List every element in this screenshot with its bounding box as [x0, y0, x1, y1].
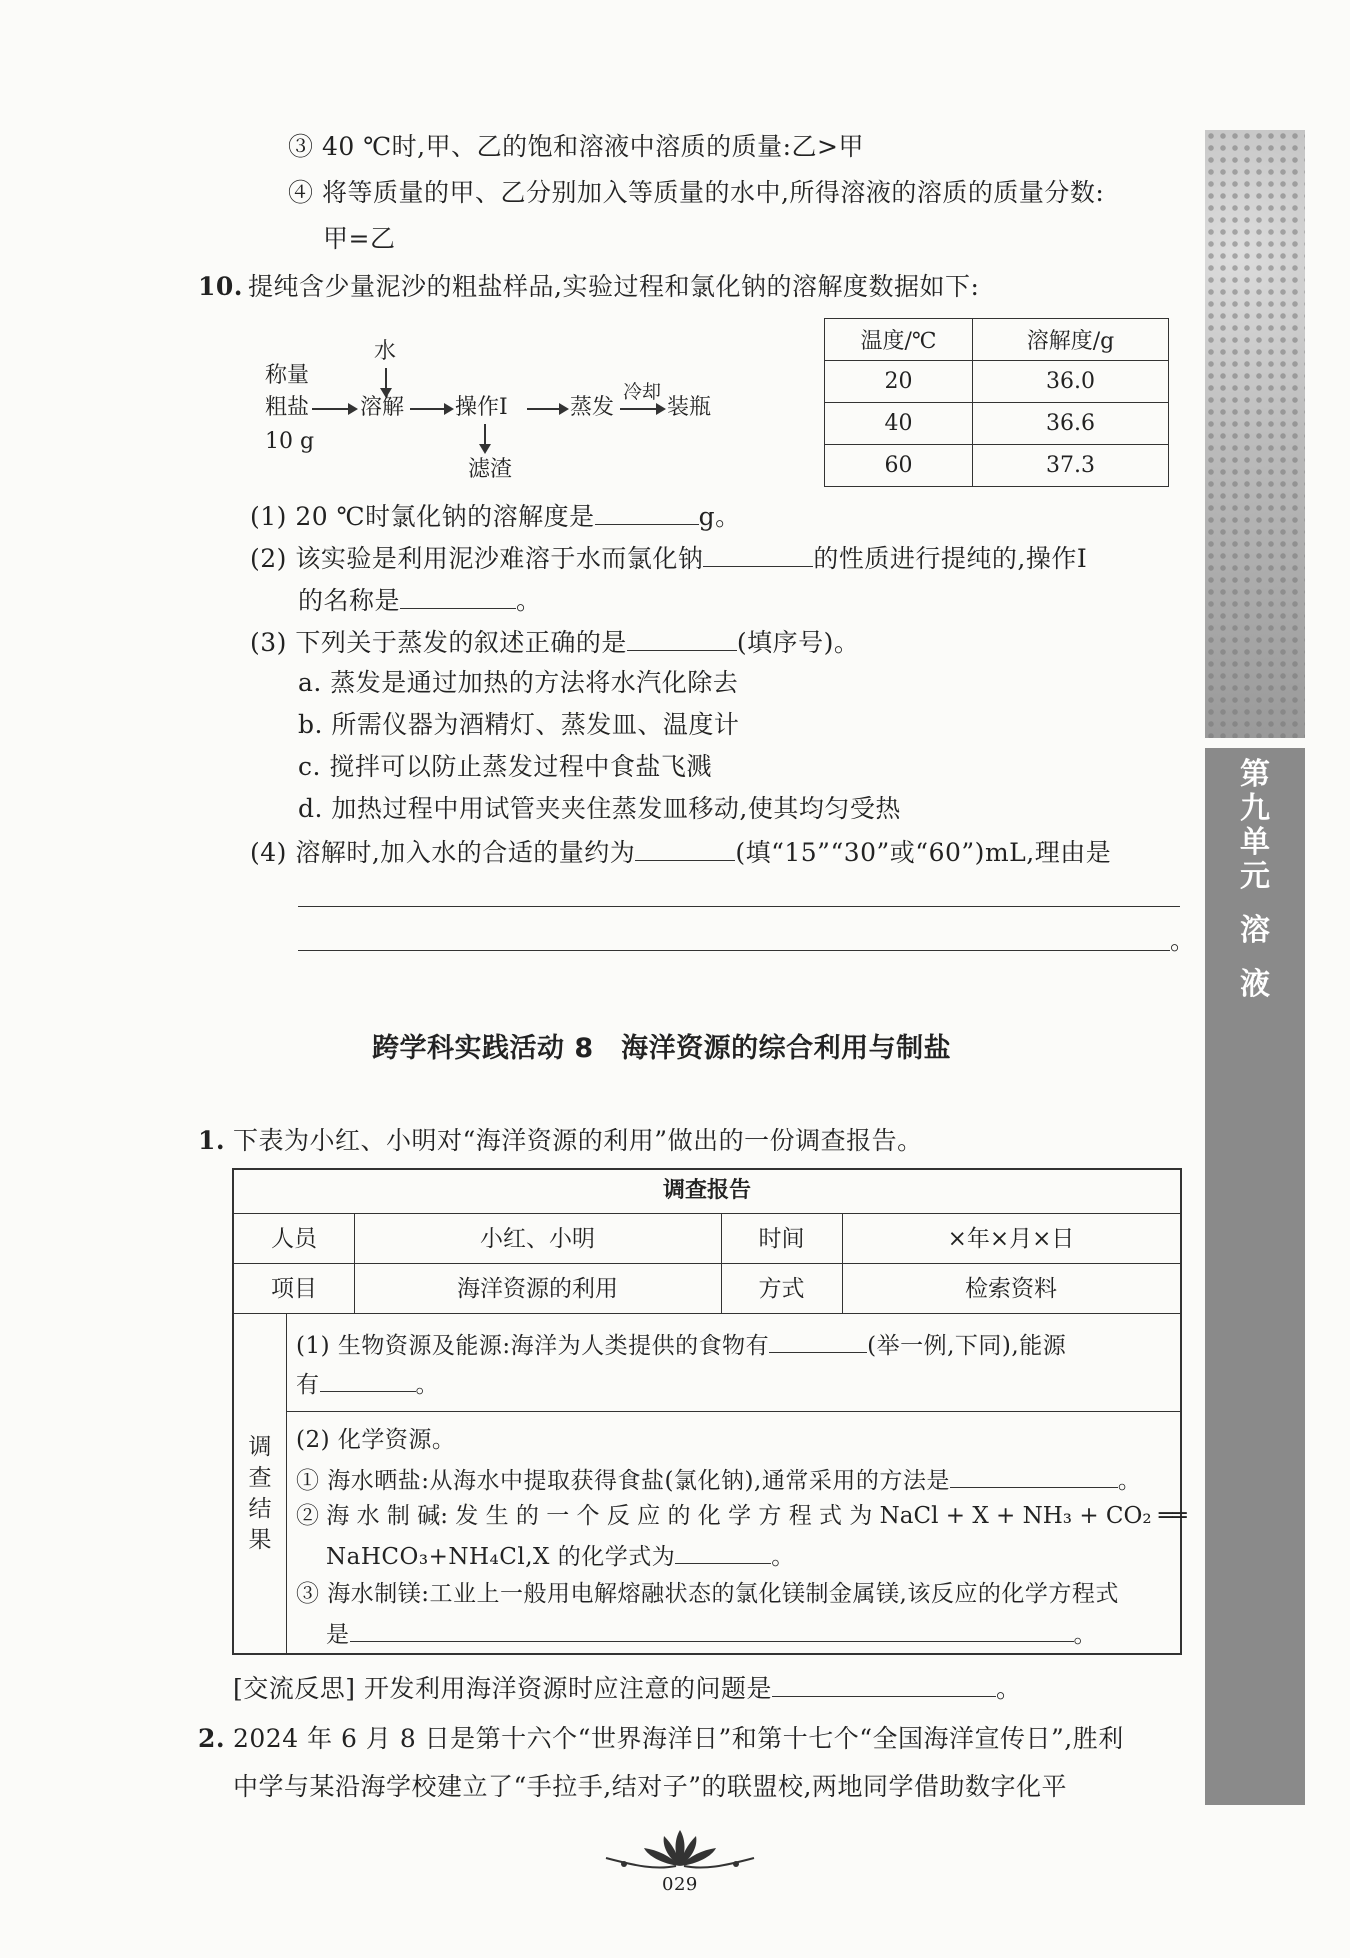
flow-mass: 10 g: [265, 429, 315, 454]
q10-number: 10.: [198, 272, 243, 301]
table-cell: 20: [825, 361, 973, 403]
survey-table: [232, 1168, 1187, 1655]
cell-method-label: 方式: [758, 1276, 805, 1302]
section-title: 跨学科实践活动 8 海洋资源的综合利用与制盐: [372, 1033, 952, 1064]
table-header: 溶解度/g: [973, 319, 1169, 361]
magnesium: ③ 海水制镁:工业上一般用电解熔融状态的氯化镁制金属镁,该反应的化学方程式: [296, 1581, 1119, 1607]
side-tab-decoration: [1205, 130, 1305, 738]
solubility-table: [824, 318, 1169, 487]
answer-blank[interactable]: [772, 1670, 996, 1697]
flow-arrow-3: [527, 408, 567, 410]
s2-number: 2.: [198, 1724, 226, 1753]
leaf-ornament-icon: [600, 1826, 760, 1872]
period: 。: [1170, 926, 1196, 955]
q10-part-3: (3) 下列关于蒸发的叙述正确的是 (填序号)。: [250, 624, 859, 660]
flow-evaporate: 蒸发: [570, 395, 615, 420]
s2-line-2: 中学与某沿海学校建立了“手拉手,结对子”的联盟校,两地同学借助数字化平: [233, 1772, 1067, 1801]
q10-part-4: (4) 溶解时,加入水的合适的量约为 (填“15”“30”或“60”)mL,理由是: [250, 834, 1111, 870]
soda-equation: ② 海 水 制 碱: 发 生 的 一 个 反 应 的 化 学 方 程 式 为 NaCl + X + NH₃ + CO₂ ══: [296, 1503, 1187, 1529]
answer-blank[interactable]: [635, 834, 735, 861]
table-header: 温度/℃: [825, 319, 973, 361]
flow-bottle: 装瓶: [667, 395, 712, 420]
chapter-label: 第 九 单 元 溶 液: [1240, 757, 1270, 1002]
cell-method: 检索资料: [965, 1276, 1057, 1302]
answer-blank[interactable]: [320, 1365, 416, 1392]
bio-resources-cont: 有 。: [296, 1365, 439, 1402]
flow-weigh: 称量: [265, 363, 310, 388]
answer-blank[interactable]: [950, 1461, 1118, 1488]
table-cell: 36.0: [973, 361, 1169, 403]
prev-item-4-cont: 甲=乙: [323, 224, 396, 253]
flow-residue: 滤渣: [468, 457, 513, 482]
sea-salt: ① 海水晒盐:从海水中提取获得食盐(氯化钠),通常采用的方法是 。: [296, 1461, 1141, 1498]
chem-resources: (2) 化学资源。: [296, 1427, 456, 1453]
answer-blank[interactable]: [400, 582, 516, 609]
page-number: 029: [662, 1874, 698, 1895]
flow-water: 水: [374, 339, 397, 364]
magnesium-cont: 是 。: [326, 1615, 1097, 1652]
prev-item-4: ④ 将等质量的甲、乙分别加入等质量的水中,所得溶液的溶质的质量分数:: [288, 178, 1105, 207]
survey-title: 调查报告: [662, 1178, 751, 1203]
cell-personnel-label: 人员: [271, 1226, 317, 1252]
option-a: a. 蒸发是通过加热的方法将水汽化除去: [298, 668, 739, 697]
flow-salt: 粗盐: [265, 395, 310, 420]
s1-number: 1.: [198, 1126, 226, 1155]
flow-arrow-4: [620, 408, 664, 410]
s1-stem: 下表为小红、小明对“海洋资源的利用”做出的一份调查报告。: [233, 1126, 923, 1155]
flow-cool: 冷却: [623, 381, 662, 403]
flow-arrow-water: [385, 368, 387, 396]
s2-line-1: 2024 年 6 月 8 日是第十六个“世界海洋日”和第十七个“全国海洋宣传日”,胜利: [233, 1724, 1124, 1753]
q10-stem: 提纯含少量泥沙的粗盐样品,实验过程和氯化钠的溶解度数据如下:: [248, 272, 980, 301]
cell-time-label: 时间: [758, 1226, 805, 1252]
cell-personnel: 小红、小明: [480, 1226, 595, 1252]
option-c: c. 搅拌可以防止蒸发过程中食盐飞溅: [298, 752, 712, 781]
answer-blank[interactable]: [703, 540, 813, 567]
answer-blank[interactable]: [769, 1326, 867, 1353]
cell-project: 海洋资源的利用: [457, 1276, 618, 1302]
q10-part-2-cont: 的名称是 。: [298, 582, 542, 618]
flow-dissolve: 溶解: [360, 395, 405, 420]
q10-part-2: (2) 该实验是利用泥沙难溶于水而氯化钠 的性质进行提纯的,操作Ⅰ: [250, 540, 1087, 576]
answer-line[interactable]: [298, 906, 1180, 907]
table-cell: 36.6: [973, 403, 1169, 445]
q10-part-1: (1) 20 ℃时氯化钠的溶解度是 g。: [250, 498, 741, 534]
table-cell: 40: [825, 403, 973, 445]
flow-arrow-1: [312, 408, 356, 410]
divider: [286, 1313, 287, 1653]
soda-equation-cont: NaHCO₃+NH₄Cl,X 的化学式为 。: [326, 1537, 795, 1574]
prev-item-3: ③ 40 ℃时,甲、乙的饱和溶液中溶质的质量:乙>甲: [288, 132, 864, 161]
answer-blank[interactable]: [675, 1537, 771, 1564]
option-d: d. 加热过程中用试管夹夹住蒸发皿移动,使其均匀受热: [298, 794, 901, 823]
option-b: b. 所需仪器为酒精灯、蒸发皿、温度计: [298, 710, 740, 739]
divider: [286, 1411, 1180, 1412]
cell-project-label: 项目: [271, 1276, 317, 1302]
flow-operation: 操作Ⅰ: [455, 395, 508, 420]
side-label: 调 查 结 果: [248, 1434, 272, 1553]
divider: [234, 1213, 1180, 1214]
bio-resources: (1) 生物资源及能源:海洋为人类提供的食物有 (举一例,下同),能源: [296, 1326, 1066, 1363]
cell-time: ×年×月×日: [947, 1226, 1075, 1252]
answer-blank[interactable]: [350, 1615, 1074, 1642]
reflection: [交流反思] 开发利用海洋资源时应注意的问题是 。: [233, 1670, 1021, 1706]
divider: [234, 1263, 1180, 1264]
answer-line[interactable]: [298, 950, 1170, 951]
table-cell: 37.3: [973, 445, 1169, 487]
answer-blank[interactable]: [627, 624, 737, 651]
divider: [234, 1313, 1180, 1314]
flow-arrow-2: [410, 408, 452, 410]
table-cell: 60: [825, 445, 973, 487]
flow-arrow-residue: [484, 424, 486, 452]
answer-blank[interactable]: [595, 498, 699, 525]
